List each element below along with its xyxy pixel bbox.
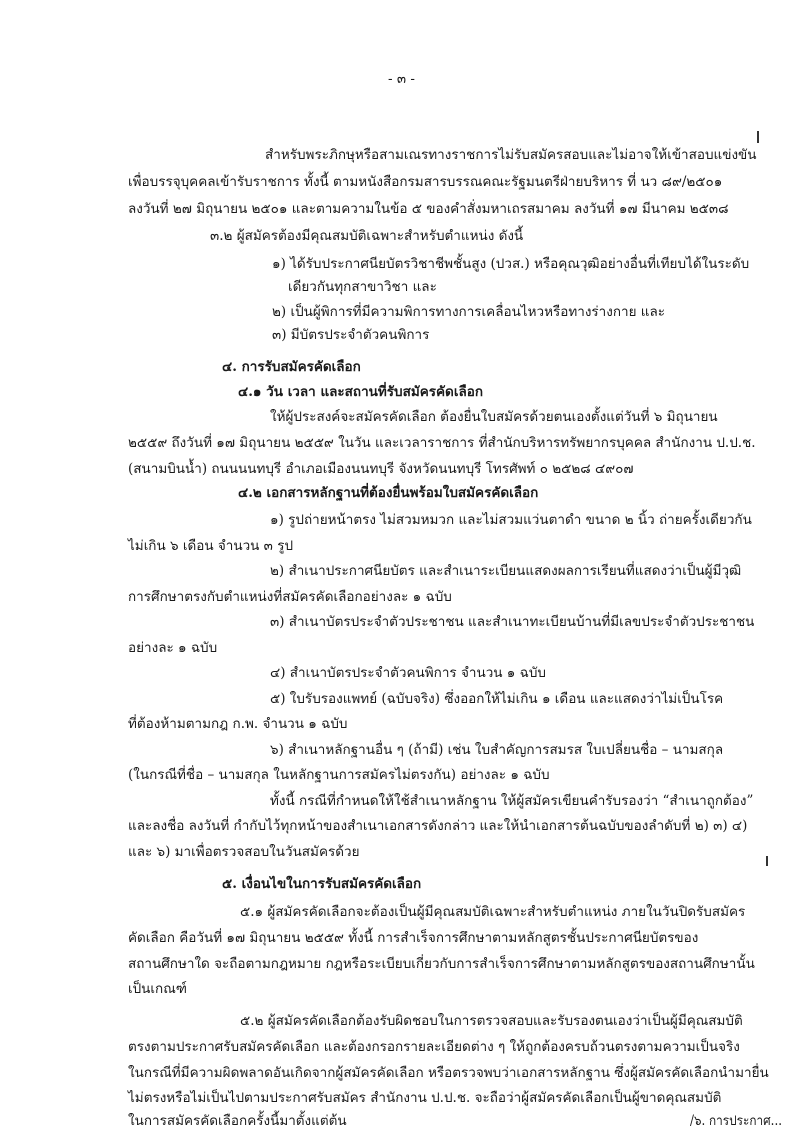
scan-mark [757, 131, 759, 143]
text-line: ๖) สำเนาหลักฐานอื่น ๆ (ถ้ามี) เช่น ใบสำคัญการสมรส ใบเปลี่ยนชื่อ – นามสกุล [270, 742, 724, 758]
text-line: เดียวกันทุกสาขาวิชา และ [288, 279, 437, 295]
text-line: ทั้งนี้ กรณีที่กำหนดให้ใช้สำเนาหลักฐาน ให้ผู้สมัครเขียนคำรับรองว่า “สำเนาถูกต้อง” [270, 793, 754, 809]
text-line: ในการสมัครคัดเลือกครั้งนี้มาตั้งแต่ต้น [128, 1113, 347, 1129]
text-line: และ ๖) มาเพื่อตรวจสอบในวันสมัครด้วย [128, 844, 360, 860]
text-line: คัดเลือก คือวันที่ ๑๗ มิถุนายน ๒๕๕๙ ทั้งนี้ การสำเร็จการศึกษาตามหลักสูตรชั้นประกาศนียบัตรของ [128, 930, 699, 946]
text-line: สำหรับพระภิกษุหรือสามเณรทางราชการไม่รับสมัครสอบและไม่อาจให้เข้าสอบแข่งขัน [265, 147, 757, 163]
text-line: และลงชื่อ ลงวันที่ กำกับไว้ทุกหน้าของสำเนาเอกสารดังกล่าว และให้นำเอกสารต้นฉบับของลำดับที่ ๒) ๓) ๔) [128, 818, 748, 834]
text-line: ที่ต้องห้ามตามกฎ ก.พ. จำนวน ๑ ฉบับ [128, 716, 348, 732]
page-continuation: /๖. การประกาศ... [690, 1113, 782, 1129]
text-line: ลงวันที่ ๒๗ มิถุนายน ๒๕๐๑ และตามความในข้อ ๕ ของคำสั่งมหาเถรสมาคม ลงวันที่ ๑๗ มีนาคม ๒๕๓๘ [128, 201, 729, 217]
text-line: อย่างละ ๑ ฉบับ [128, 640, 218, 656]
scan-mark [766, 856, 768, 866]
text-line: ๕.๒ ผู้สมัครคัดเลือกต้องรับผิดชอบในการตรวจสอบและรับรองตนเองว่าเป็นผู้มีคุณสมบัติ [240, 1013, 743, 1029]
page-number: - ๓ - [388, 71, 415, 87]
text-line: เพื่อบรรจุบุคคลเข้ารับราชการ ทั้งนี้ ตามหนังสือกรมสารบรรณคณะรัฐมนตรีฝ่ายบริหาร ที่ นว ๘๙/๒๕๐๑ [128, 174, 723, 190]
text-line: ๑) รูปถ่ายหน้าตรง ไม่สวมหมวก และไม่สวมแว่นตาดำ ขนาด ๒ นิ้ว ถ่ายครั้งเดียวกัน [270, 512, 752, 528]
text-line: ตรงตามประกาศรับสมัครคัดเลือก และต้องกรอกรายละเอียดต่าง ๆ ให้ถูกต้องครบถ้วนตรงตามความเป็นจริง [128, 1039, 740, 1055]
text-line: ให้ผู้ประสงค์จะสมัครคัดเลือก ต้องยื่นใบสมัครด้วยตนเองตั้งแต่วันที่ ๖ มิถุนายน [270, 409, 718, 425]
text-line: การศึกษาตรงกับตำแหน่งที่สมัครคัดเลือกอย่างละ ๑ ฉบับ [128, 589, 452, 605]
text-line: สถานศึกษาใด จะถือตามกฎหมาย กฎหรือระเบียบเกี่ยวกับการสำเร็จการศึกษาตามหลักสูตรของสถานศึกษานั้น [128, 956, 755, 972]
text-line: เป็นเกณฑ์ [128, 981, 187, 997]
text-line: ๒) สำเนาประกาศนียบัตร และสำเนาระเบียนแสดงผลการเรียนที่แสดงว่าเป็นผู้มีวุฒิ [270, 563, 742, 579]
text-line: ๒๕๕๙ ถึงวันที่ ๑๗ มิถุนายน ๒๕๕๙ ในวัน และเวลาราชการ ที่สำนักบริหารทรัพยากรบุคคล สำนักงาน ป.ป.ช. [128, 435, 756, 451]
text-line: ในกรณีที่มีความผิดพลาดอันเกิดจากผู้สมัครคัดเลือก หรือตรวจพบว่าเอกสารหลักฐาน ซึ่งผู้สมัครคัดเลือกนำมายื่น [128, 1065, 769, 1081]
text-line: ๕.๑ ผู้สมัครคัดเลือกจะต้องเป็นผู้มีคุณสมบัติเฉพาะสำหรับตำแหน่ง ภายในวันปิดรับสมัคร [240, 904, 746, 920]
subsection-heading: ๔.๑ วัน เวลา และสถานที่รับสมัครคัดเลือก [238, 384, 483, 400]
section-heading: ๓.๒ ผู้สมัครต้องมีคุณสมบัติเฉพาะสำหรับตำแหน่ง ดังนี้ [210, 228, 524, 244]
text-line: ไม่ตรงหรือไม่เป็นไปตามประกาศรับสมัคร สำนักงาน ป.ป.ช. จะถือว่าผู้สมัครคัดเลือกเป็นผู้ขาดคุณสมบัติ [128, 1090, 722, 1106]
text-line: ๒) เป็นผู้พิการที่มีความพิการทางการเคลื่อนไหวหรือทางร่างกาย และ [272, 304, 666, 320]
section-heading: ๔. การรับสมัครคัดเลือก [222, 359, 361, 375]
text-line: ๔) สำเนาบัตรประจำตัวคนพิการ จำนวน ๑ ฉบับ [270, 665, 546, 681]
text-line: ไม่เกิน ๖ เดือน จำนวน ๓ รูป [128, 538, 294, 554]
text-line: ๓) สำเนาบัตรประจำตัวประชาชน และสำเนาทะเบียนบ้านที่มีเลขประจำตัวประชาชน [270, 614, 755, 630]
text-line: ๓) มีบัตรประจำตัวคนพิการ [272, 327, 430, 343]
text-line: (ในกรณีที่ชื่อ – นามสกุล ในหลักฐานการสมัครไม่ตรงกัน) อย่างละ ๑ ฉบับ [128, 767, 550, 783]
text-line: ๕) ใบรับรองแพทย์ (ฉบับจริง) ซึ่งออกให้ไม่เกิน ๑ เดือน และแสดงว่าไม่เป็นโรค [270, 691, 724, 707]
subsection-heading: ๔.๒ เอกสารหลักฐานที่ต้องยื่นพร้อมใบสมัครคัดเลือก [238, 485, 539, 501]
text-line: ๑) ได้รับประกาศนียบัตรวิชาชีพชั้นสูง (ปวส.) หรือคุณวุฒิอย่างอื่นที่เทียบได้ในระดับ [272, 256, 750, 272]
text-line: (สนามบินน้ำ) ถนนนนทบุรี อำเภอเมืองนนทบุรี จังหวัดนนทบุรี โทรศัพท์ ๐ ๒๕๒๘ ๔๙๐๗ [128, 461, 634, 477]
section-heading: ๕. เงื่อนไขในการรับสมัครคัดเลือก [222, 876, 422, 892]
